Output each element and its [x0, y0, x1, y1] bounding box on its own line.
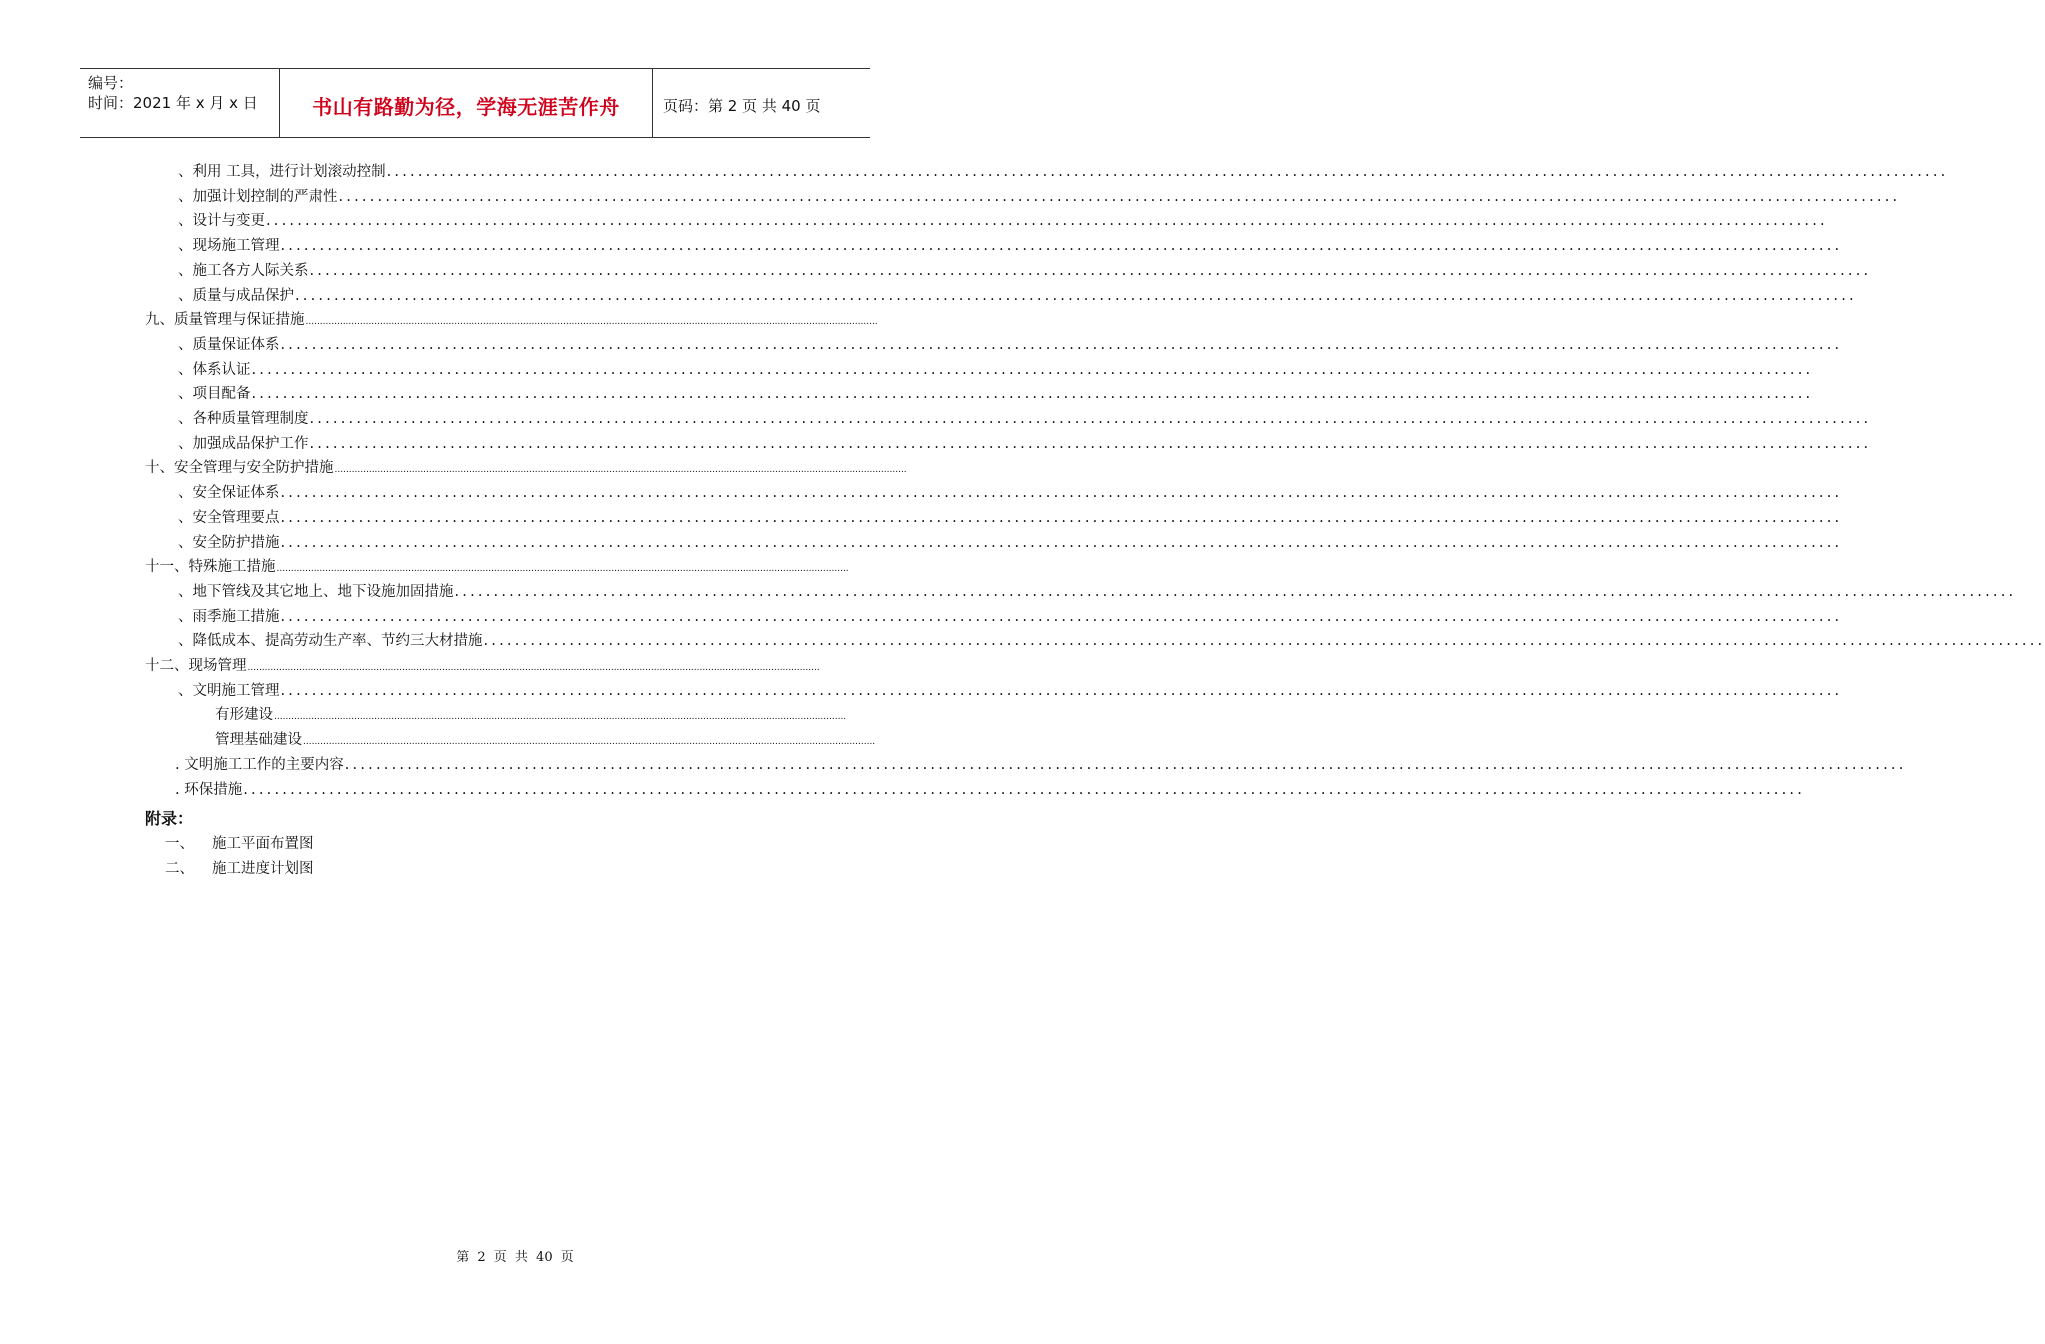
toc-leader-dots: ........................................................................................................................................................................................................ [276, 564, 849, 575]
toc-leader-dots: ........................................................................................................................................................................................................ [295, 287, 1857, 304]
toc-leader-dots: ........................................................................................................................................................................................................ [251, 386, 1814, 403]
toc-entry-label: 十、安全管理与安全防护措施 [145, 460, 334, 477]
toc-entry-label: 、雨季施工措施 [178, 608, 280, 625]
toc-leader-dots: ........................................................................................................................................................................................................ [309, 262, 1872, 279]
toc-leader-dots: ........................................................................................................................................................................................................ [274, 712, 847, 723]
toc-leader-dots: ........................................................................................................................................................................................................ [251, 361, 1814, 378]
toc-entry-label: 、降低成本、提高劳动生产率、节约三大材措施 [178, 633, 483, 650]
toc-entry[interactable] [178, 333, 1843, 357]
toc-entry[interactable] [178, 284, 1857, 308]
toc-leader-dots: ........................................................................................................................................................................................................ [305, 317, 878, 328]
toc-entry-label: . 环保措施 [175, 781, 243, 798]
toc-entry[interactable] [178, 679, 1843, 703]
toc-entry[interactable] [145, 456, 907, 480]
toc-entry[interactable] [178, 209, 1828, 233]
appendix-item-number: 二、 [165, 861, 194, 877]
toc-entry-label: 、地下管线及其它地上、地下设施加固措施 [178, 583, 454, 600]
document-number-label: 编号： [88, 74, 134, 92]
toc-entry[interactable] [178, 629, 2045, 653]
toc-entry-label: 、文明施工管理 [178, 682, 280, 699]
toc-entry[interactable] [178, 234, 1843, 258]
toc-entry[interactable] [178, 382, 1814, 406]
appendix-item-number: 一、 [165, 836, 194, 852]
toc-leader-dots: ........................................................................................................................................................................................................ [344, 756, 1907, 773]
toc-entry-label: 、利用 工具，进行计划滚动控制 [178, 164, 386, 180]
toc-entry-label: 、安全保证体系 [178, 485, 280, 502]
appendix-title: 附录： [145, 809, 194, 828]
toc-entry-label: 十二、现场管理 [145, 658, 247, 674]
toc-leader-dots: ........................................................................................................................................................................................................ [303, 737, 876, 748]
toc-entry[interactable] [178, 481, 1843, 505]
toc-entry-label: 、现场施工管理 [178, 238, 280, 255]
toc-entry-label: 、加强成品保护工作 [178, 435, 309, 452]
toc-entry-label: 九、质量管理与保证措施 [145, 312, 305, 329]
toc-entry[interactable] [145, 555, 849, 579]
toc-entry[interactable] [178, 531, 1843, 555]
toc-leader-dots: ........................................................................................................................................................................................................ [266, 213, 1828, 230]
toc-leader-dots: ........................................................................................................................................................................................................ [309, 411, 1872, 427]
toc-entry-label: 、设计与变更 [178, 213, 265, 230]
toc-entry[interactable] [178, 259, 1872, 283]
toc-leader-dots: ........................................................................................................................................................................................................ [386, 164, 1949, 180]
appendix-item-label: 施工进度计划图 [212, 861, 314, 877]
toc-entry-label: 、质量保证体系 [178, 336, 280, 353]
toc-entry[interactable] [178, 185, 1901, 209]
appendix-item-label: 施工平面布置图 [212, 836, 314, 852]
toc-entry-label: 、施工各方人际关系 [178, 262, 309, 279]
toc-entry[interactable] [178, 160, 1949, 184]
page-header [80, 68, 870, 138]
toc-entry[interactable] [178, 407, 1872, 431]
toc-entry[interactable] [178, 432, 1872, 456]
toc-leader-dots: ........................................................................................................................................................................................................ [483, 633, 2045, 650]
toc-entry[interactable] [178, 580, 2017, 604]
toc-entry-label: 有形建设 [215, 707, 273, 724]
toc-entry[interactable] [215, 703, 847, 727]
toc-entry[interactable] [145, 308, 878, 332]
toc-entry[interactable] [178, 358, 1814, 382]
toc-entry-label: . 文明施工工作的主要内容 [175, 756, 344, 773]
toc-entry-label: 管理基础建设 [215, 732, 302, 749]
toc-leader-dots: ........................................................................................................................................................................................................ [334, 465, 907, 476]
toc-entry-label: 、项目配备 [178, 386, 251, 403]
toc-entry[interactable] [145, 654, 820, 678]
page-footer: 第 2 页 共 40 页 [456, 1250, 574, 1265]
toc-leader-dots: ........................................................................................................................................................................................................ [309, 435, 1872, 452]
toc-leader-dots: ........................................................................................................................................................................................................ [280, 509, 1843, 526]
toc-leader-dots: ........................................................................................................................................................................................................ [243, 781, 1806, 798]
toc-leader-dots: ........................................................................................................................................................................................................ [338, 188, 1901, 205]
toc-leader-dots: ........................................................................................................................................................................................................ [280, 534, 1843, 551]
document-date: 时间：2021 年 x 月 x 日 [88, 94, 258, 112]
toc-entry-label: 十一、特殊施工措施 [145, 559, 276, 576]
appendix-item[interactable] [165, 832, 314, 853]
toc-entry-label: 、各种质量管理制度 [178, 411, 309, 427]
toc-leader-dots: ........................................................................................................................................................................................................ [280, 336, 1843, 353]
toc-entry-label: 、质量与成品保护 [178, 287, 294, 304]
header-page-info: 页码：第 2 页 共 40 页 [663, 96, 821, 115]
toc-entry-label: 、安全防护措施 [178, 534, 280, 551]
toc-leader-dots: ........................................................................................................................................................................................................ [280, 682, 1843, 699]
toc-leader-dots: ........................................................................................................................................................................................................ [280, 485, 1843, 502]
toc-entry-label: 、安全管理要点 [178, 509, 280, 526]
toc-entry-label: 、体系认证 [178, 361, 251, 378]
header-motto: 书山有路勤为径，学海无涯苦作舟 [280, 69, 653, 137]
toc-entry[interactable] [178, 506, 1843, 530]
toc-leader-dots: ........................................................................................................................................................................................................ [247, 663, 820, 673]
toc-entry[interactable] [178, 605, 1843, 629]
toc-entry[interactable] [175, 753, 1907, 777]
header-meta [80, 69, 280, 137]
toc-leader-dots: ........................................................................................................................................................................................................ [280, 608, 1843, 625]
appendix-item[interactable] [165, 857, 314, 878]
toc-entry[interactable] [175, 778, 1806, 802]
toc-entry[interactable] [215, 728, 876, 752]
toc-entry-label: 、加强计划控制的严肃性 [178, 188, 338, 205]
toc-leader-dots: ........................................................................................................................................................................................................ [454, 583, 2017, 600]
toc-leader-dots: ........................................................................................................................................................................................................ [280, 238, 1843, 255]
